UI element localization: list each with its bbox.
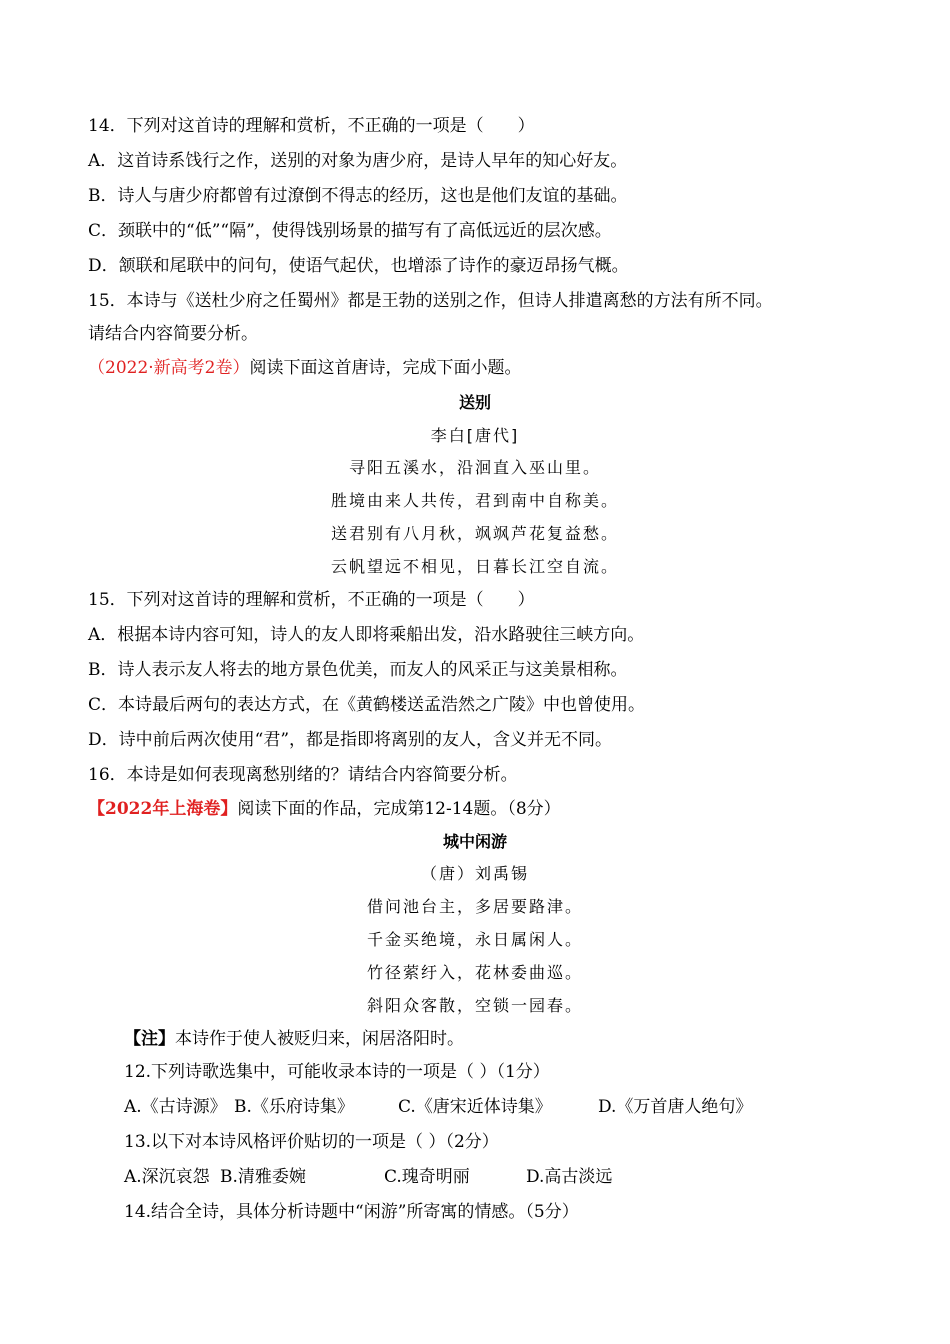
q12-stem: 12.下列诗歌选集中，可能收录本诗的一项是（ ）（1分） — [124, 1062, 550, 1082]
q12-option-b: B.《乐府诗集》 — [234, 1097, 354, 1117]
poem-line: 竹径萦纡入，花林委曲巡。 — [366, 963, 583, 982]
q14-stem: 14．下列对这首诗的理解和赏析，不正确的一项是（ ） — [88, 116, 535, 136]
q14-option-a: A．这首诗系饯行之作，送别的对象为唐少府，是诗人早年的知心好友。 — [88, 151, 628, 171]
section3-source: 【2022年上海卷】 — [88, 799, 238, 819]
q14-option-c: C．颈联中的“低”“隔”，使得饯别场景的描写有了高低远近的层次感。 — [88, 221, 612, 241]
poem-line: 寻阳五溪水，沿洄直入巫山里。 — [348, 458, 601, 477]
s2-q15-stem: 15．下列对这首诗的理解和赏析，不正确的一项是（ ） — [88, 590, 535, 610]
s2-q15-option-d: D．诗中前后两次使用“君”，都是指即将离别的友人，含义并无不同。 — [88, 730, 613, 750]
q13-option-a: A.深沉哀怨 — [124, 1167, 210, 1187]
q13-options — [124, 1165, 890, 1189]
q15-stem-line2: 请结合内容简要分析。 — [88, 324, 258, 344]
q13-option-c: C.瑰奇明丽 — [384, 1167, 470, 1187]
note-label: 【注】 — [124, 1029, 175, 1049]
q13-option-d: D.高古淡远 — [526, 1167, 613, 1187]
poem-title: 送别 — [458, 393, 491, 412]
q14-option-b: B．诗人与唐少府都曾有过潦倒不得志的经历，这也是他们友谊的基础。 — [88, 186, 628, 206]
s2-q16: 16．本诗是如何表现离愁别绪的？请结合内容简要分析。 — [88, 765, 518, 785]
q12-option-d: D.《万首唐人绝句》 — [598, 1097, 753, 1117]
poem-line: 借问池台主，多居要路津。 — [366, 897, 583, 916]
q13-stem: 13.以下对本诗风格评价贴切的一项是（ ）（2分） — [124, 1132, 499, 1152]
poem-author: 李白[唐代] — [430, 426, 520, 445]
poem-author: （唐）刘禹锡 — [420, 864, 529, 883]
q15-stem-line1: 15．本诗与《送杜少府之任蜀州》都是王勃的送别之作，但诗人排遣离愁的方法有所不同。 — [88, 291, 773, 311]
section2-intro: 阅读下面这首唐诗，完成下面小题。 — [249, 358, 522, 378]
q13-option-b: B.清雅委婉 — [220, 1167, 306, 1187]
s2-q15-option-a: A．根据本诗内容可知，诗人的友人即将乘船出发，沿水路驶往三峡方向。 — [88, 625, 645, 645]
q12-option-c: C.《唐宋近体诗集》 — [398, 1097, 552, 1117]
q12-option-a: A.《古诗源》 — [124, 1097, 227, 1117]
poem-line: 送君别有八月秋，飒飒芦花复益愁。 — [330, 524, 619, 543]
section2-source: （2022·新高考2卷） — [88, 358, 250, 378]
note-text: 本诗作于使人被贬归来，闲居洛阳时。 — [175, 1029, 464, 1049]
s2-q15-option-c: C．本诗最后两句的表达方式，在《黄鹤楼送孟浩然之广陵》中也曾使用。 — [88, 695, 646, 715]
q14-essay: 14.结合全诗，具体分析诗题中“闲游”所寄寓的情感。（5分） — [124, 1202, 579, 1222]
poem-line: 云帆望远不相见，日暮长江空自流。 — [330, 557, 619, 576]
poem-line: 胜境由来人共传，君到南中自称美。 — [330, 491, 619, 510]
poem-note — [124, 1027, 890, 1051]
section2-header — [88, 356, 890, 380]
poem-title: 城中闲游 — [442, 832, 507, 851]
poem-line: 斜阳众客散，空锁一园春。 — [366, 996, 583, 1015]
section3-header — [88, 797, 890, 821]
s2-q15-option-b: B．诗人表示友人将去的地方景色优美，而友人的风采正与这美景相称。 — [88, 660, 628, 680]
q12-options — [124, 1095, 890, 1119]
section3-intro: 阅读下面的作品，完成第12-14题。（8分） — [237, 799, 561, 819]
q14-option-d: D．颔联和尾联中的问句，使语气起伏，也增添了诗作的豪迈昂扬气概。 — [88, 256, 629, 276]
poem-line: 千金买绝境，永日属闲人。 — [366, 930, 583, 949]
